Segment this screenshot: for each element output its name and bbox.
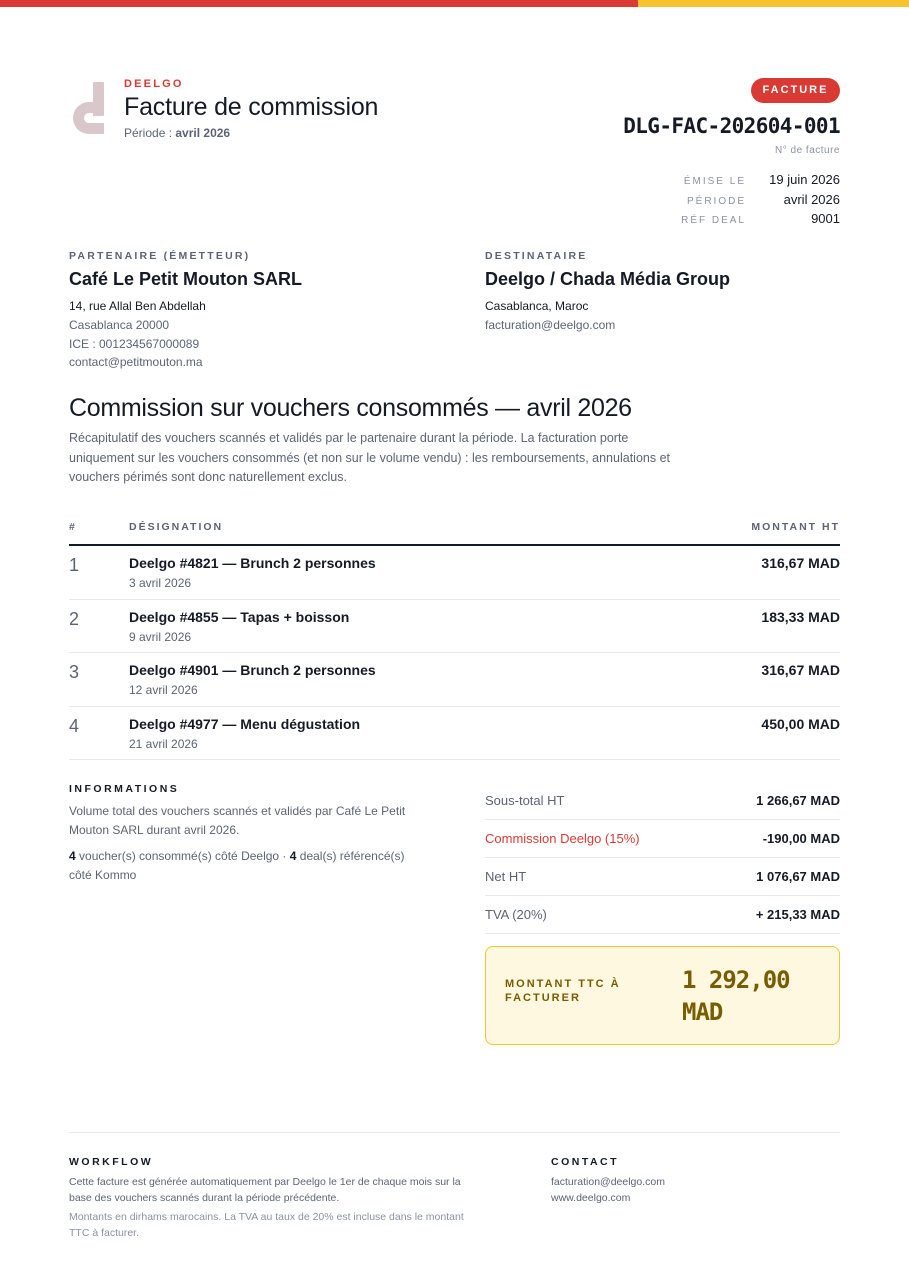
informations-label: INFORMATIONS bbox=[69, 783, 180, 795]
row-amount: 450,00 MAD bbox=[761, 715, 840, 732]
deelgo-d-logo bbox=[68, 82, 110, 138]
vouchers-text: voucher(s) consommé(s) côté Deelgo · bbox=[75, 849, 290, 863]
recipient-name: Deelgo / Chada Média Group bbox=[485, 269, 731, 289]
top-accent-red bbox=[0, 0, 638, 7]
contact-email[interactable]: facturation@deelgo.com bbox=[551, 1176, 665, 1188]
commission-title: Commission sur vouchers consommés — avril 2026 bbox=[69, 394, 632, 422]
invoice-badge: FACTURE bbox=[751, 78, 840, 103]
meta-label: PÉRIODE bbox=[686, 195, 746, 207]
workflow-note: Montants en dirhams marocains. La TVA au taux de 20% est incluse dans le montant TTC à facturer. bbox=[69, 1211, 464, 1239]
line-items-table bbox=[69, 517, 840, 760]
brand-header bbox=[68, 78, 428, 142]
commission-row bbox=[485, 820, 840, 858]
table-row bbox=[69, 707, 840, 761]
meta-label: ÉMISE LE bbox=[683, 176, 746, 187]
total-ttc-label: MONTANT TTC À FACTURER bbox=[505, 978, 621, 1004]
top-accent-bar bbox=[0, 0, 909, 7]
row-num: 1 bbox=[69, 555, 80, 575]
meta-label: RÉF DEAL bbox=[681, 215, 746, 226]
table-header bbox=[69, 517, 840, 546]
partner-label: PARTENAIRE (ÉMETTEUR) bbox=[69, 250, 251, 262]
header-amount: MONTANT HT bbox=[751, 521, 840, 533]
meta-row-deal-ref bbox=[640, 211, 840, 231]
table-row bbox=[69, 653, 840, 707]
footer-workflow bbox=[69, 1156, 479, 1241]
partner-name: Café Le Petit Mouton SARL bbox=[69, 269, 302, 289]
meta-row-period bbox=[640, 192, 840, 212]
row-amount: 183,33 MAD bbox=[761, 608, 840, 625]
partner-block bbox=[69, 250, 449, 372]
meta-row-issued bbox=[640, 172, 840, 192]
brand-name: DEELGO bbox=[124, 78, 184, 90]
total-value: 1 076,67 MAD bbox=[756, 869, 840, 884]
period-value: avril 2026 bbox=[175, 126, 231, 140]
partner-city: Casablanca 20000 bbox=[69, 317, 170, 332]
partner-email: contact@petitmouton.ma bbox=[69, 355, 203, 370]
net-row bbox=[485, 858, 840, 896]
table-row bbox=[69, 546, 840, 600]
footer-contact bbox=[551, 1156, 841, 1206]
totals-block bbox=[485, 782, 840, 934]
vat-row bbox=[485, 896, 840, 934]
recipient-block bbox=[485, 250, 865, 335]
workflow-label: WORKFLOW bbox=[69, 1156, 154, 1168]
deals-count: 4 bbox=[289, 849, 297, 863]
meta-value: 19 juin 2026 bbox=[769, 172, 840, 187]
total-label: TVA (20%) bbox=[485, 907, 547, 922]
partner-address: 14, rue Allal Ben Abdellah bbox=[69, 299, 206, 313]
contact-label: CONTACT bbox=[551, 1156, 620, 1168]
partner-ice: ICE : 001234567000089 bbox=[69, 336, 200, 351]
informations-counts bbox=[69, 847, 429, 885]
row-amount: 316,67 MAD bbox=[761, 555, 840, 571]
total-label: Sous-total HT bbox=[485, 793, 565, 808]
footer-divider bbox=[69, 1132, 840, 1133]
total-value: 1 266,67 MAD bbox=[756, 793, 840, 808]
total-ttc-box bbox=[485, 946, 840, 1045]
commission-description: Récapitulatif des vouchers scannés et validés par le partenaire durant la période. La facturation porte uniquement sur les vouchers consommés (et non sur le volume vendu) : les remboursements, annulations et vouchers périmés sont donc naturellement exclus. bbox=[69, 431, 670, 485]
total-label: Commission Deelgo (15%) bbox=[485, 831, 640, 846]
workflow-text: Cette facture est générée automatiquement par Deelgo le 1er de chaque mois sur la base des vouchers scannés durant la période précédente. bbox=[69, 1176, 461, 1204]
row-designation: Deelgo #4901 — Brunch 2 personnes bbox=[129, 662, 376, 678]
document-title: Facture de commission bbox=[124, 93, 379, 121]
total-label: Net HT bbox=[485, 869, 527, 884]
row-date: 12 avril 2026 bbox=[129, 683, 198, 697]
period-label: Période : bbox=[124, 126, 176, 140]
table-row bbox=[69, 600, 840, 654]
total-value: + 215,33 MAD bbox=[755, 907, 840, 922]
row-date: 3 avril 2026 bbox=[129, 576, 192, 590]
invoice-number-label: N° de facture bbox=[775, 145, 840, 156]
informations-block bbox=[69, 783, 429, 885]
row-num: 4 bbox=[69, 715, 80, 736]
recipient-label: DESTINATAIRE bbox=[485, 250, 588, 262]
total-ttc-value: 1 292,00 MAD bbox=[682, 966, 790, 1026]
brand-period bbox=[124, 126, 378, 140]
recipient-city: Casablanca, Maroc bbox=[485, 299, 589, 313]
row-num: 2 bbox=[69, 608, 80, 629]
row-designation: Deelgo #4977 — Menu dégustation bbox=[129, 715, 361, 732]
row-designation: Deelgo #4855 — Tapas + boisson bbox=[129, 608, 350, 625]
row-num: 3 bbox=[69, 662, 80, 682]
contact-website[interactable]: www.deelgo.com bbox=[551, 1192, 631, 1204]
deals-text: deal(s) référencé(s) côté Kommo bbox=[69, 849, 405, 882]
row-designation: Deelgo #4821 — Brunch 2 personnes bbox=[129, 555, 376, 571]
recipient-email: facturation@deelgo.com bbox=[485, 317, 616, 332]
invoice-meta bbox=[640, 172, 840, 231]
vouchers-count: 4 bbox=[69, 849, 76, 863]
invoice-number: DLG-FAC-202604-001 bbox=[623, 114, 840, 138]
subtotal-row bbox=[485, 782, 840, 820]
row-amount: 316,67 MAD bbox=[761, 662, 840, 678]
top-accent-yellow bbox=[638, 0, 909, 7]
informations-text: Volume total des vouchers scannés et validés par Café Le Petit Mouton SARL durant avril 2026. bbox=[69, 804, 406, 837]
header-designation: DÉSIGNATION bbox=[129, 521, 224, 533]
meta-value: 9001 bbox=[811, 211, 840, 226]
header-num: # bbox=[69, 521, 77, 533]
meta-value: avril 2026 bbox=[783, 191, 840, 207]
contact-details bbox=[551, 1174, 841, 1206]
total-value: -190,00 MAD bbox=[762, 831, 840, 846]
row-date: 9 avril 2026 bbox=[129, 629, 192, 644]
row-date: 21 avril 2026 bbox=[129, 736, 198, 751]
